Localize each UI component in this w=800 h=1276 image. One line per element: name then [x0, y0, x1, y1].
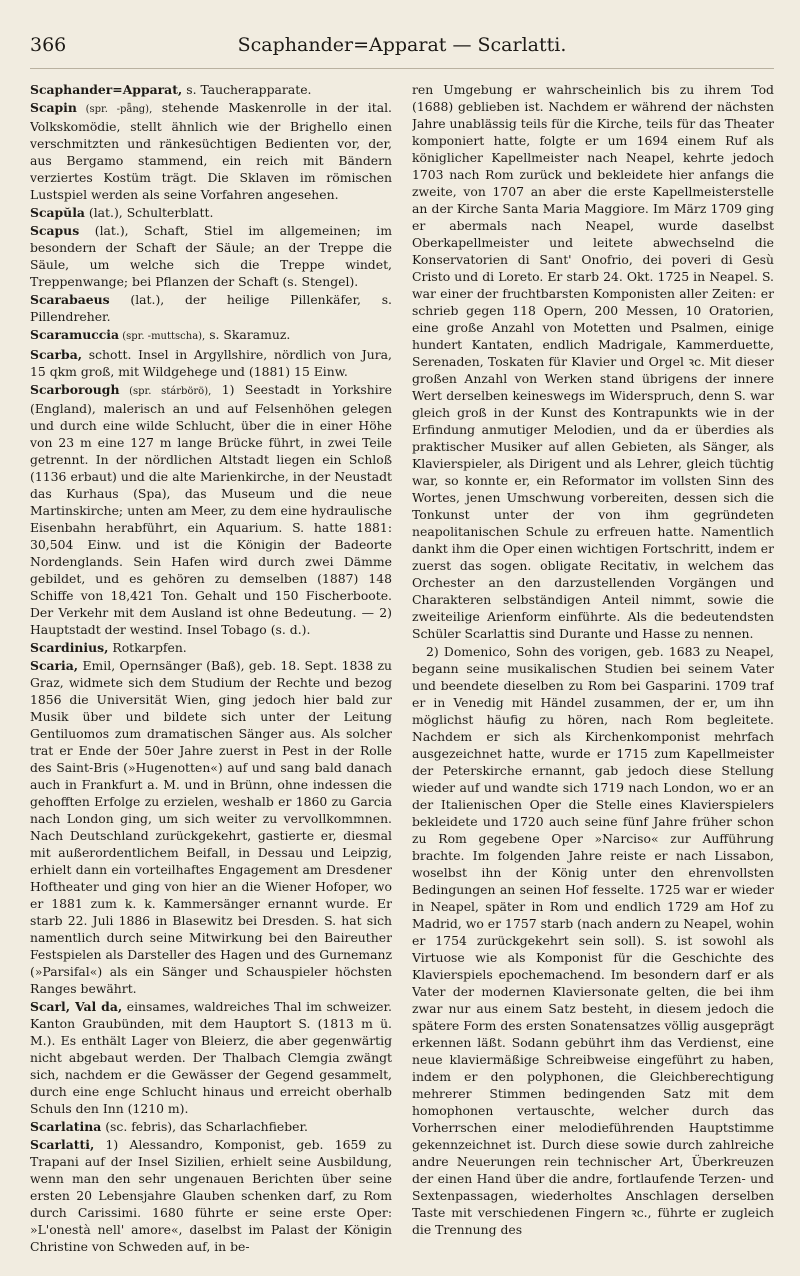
- dictionary-entry: [30, 99, 392, 203]
- dictionary-entry: [412, 643, 774, 1238]
- entry-text: (lat.), der heilige Pillenkäfer, s. Pillendreher.: [30, 292, 392, 324]
- dictionary-entry: [30, 346, 392, 380]
- entry-headword: Scarlatti,: [30, 1137, 95, 1152]
- entry-text: einsames, waldreiches Thal im schweizer. Kanton Graubünden, mit dem Hauptort S. (1813 m ü. M.). Es enthält Lager von Bleierz, die aber gegenwärtig nicht abgebaut werden. Der Thalbach Clemgia zwängt sich, nachdem er die Gewässer der Gegend gesammelt, durch eine enge Schlucht hinaus und erreicht oberhalb Schuls den Inn (1210 m).: [30, 999, 392, 1116]
- entry-text: ren Umgebung er wahrscheinlich bis zu ihrem Tod (1688) geblieben ist. Nachdem er während der nächsten Jahre unablässig teils für die Kirche, teils für das Theater komponiert hatte, folgte er um 1694 einem Ruf als königlicher Kapellmeister nach Neapel, kehrte jedoch 1703 nach Rom zurück und bekleidete hier anfangs die zweite, von 1707 an aber die erste Kapellmeisterstelle an der Kirche Santa Maria Maggiore. Im März 1709 ging er abermals nach Neapel, wurde daselbst Oberkapellmeister und leitete abwechselnd die Konservatorien di Sant' Onofrio, dei poveri di Gesù Cristo und di Loreto. Er starb 24. Okt. 1725 in Neapel. S. war einer der fruchtbarsten Komponisten aller Zeiten: er schrieb gegen 118 Opern, 200 Messen, 10 Oratorien, eine große Anzahl von Motetten und Psalmen, einige hundert Kantaten, endlich Madrigale, Kammerduette, Serenaden, Toskaten für Klavier und Orgel ꝛc. Mit dieser großen Anzahl von Werken stand übrigens der innere Wert derselben keineswegs im Widerspruch, denn S. war gleich groß in der Kunst des Kontrapunkts wie in der Erfindung anmutiger Melodien, und da er überdies als praktischer Musiker auf allen Gebieten, als Sänger, als Klavierspieler, als Dirigent und als Lehrer, gleich tüchtig war, so konnte er, ein Reformator im vollsten Sinn des Wortes, jenen Umschwung vorbereiten, dessen sich die Tonkunst unter der von ihm gegründeten neapolitanischen Schule zu erfreuen hatte. Namentlich dankt ihm die Oper einen wichtigen Fortschritt, indem er zuerst das sogen. obligate Recitativ, in welchem das Orchester an den darzustellenden Vorgängen und Charakteren selbständigen Anteil nimmt, sowie die zweiteilige Arienform einführte. Als die bedeutendsten Schüler Scarlattis sind Durante und Hasse zu nennen.: [412, 82, 774, 641]
- dictionary-entry: [30, 81, 392, 98]
- entry-text: Rotkarpfen.: [108, 640, 187, 655]
- entry-pronunciation: (spr. stárbörö),: [119, 386, 212, 397]
- dictionary-entry: [30, 1118, 392, 1135]
- entry-headword: Scarl, Val da,: [30, 999, 123, 1014]
- entry-headword: Scarabaeus: [30, 292, 110, 307]
- right-column: [412, 81, 774, 1276]
- dictionary-entry: [30, 657, 392, 997]
- dictionary-entry: [30, 222, 392, 290]
- entry-text: stehende Maskenrolle in der ital. Volkskomödie, stellt ähnlich wie der Brighello einen verschmitzten und ränkesüchtigen Bedienten vor, der, aus Bergamo stammend, ein reich mit Bändern verziertes Kostüm trägt. Die Sklaven im römischen Lustspiel werden als seine Vorfahren angesehen.: [30, 100, 392, 202]
- dictionary-entry: [30, 639, 392, 656]
- entry-headword: Scapŭla: [30, 205, 85, 220]
- dictionary-entry: [30, 998, 392, 1117]
- entry-headword: Scaramuccia: [30, 327, 120, 342]
- entry-headword: Scarborough: [30, 382, 120, 397]
- entry-text: s. Taucherapparate.: [182, 82, 312, 97]
- dictionary-entry: [412, 81, 774, 642]
- entry-headword: Scapin: [30, 100, 77, 115]
- entry-text: 2) Domenico, Sohn des vorigen, geb. 1683 zu Neapel, begann seine musikalischen Studien bei seinem Vater und beendete dieselben zu Rom bei Gasparini. 1709 traf er in Venedig mit Händel zusammen, der er, um ihn möglichst häufig zu hören, nach Rom begleitete. Nachdem er sich als Kirchenkomponist mehrfach ausgezeichnet hatte, wurde er 1715 zum Kapellmeister der Peterskirche ernannt, gab jedoch diese Stellung wieder auf und wandte sich 1719 nach London, wo er an der Italienischen Oper die Stelle eines Klavierspielers bekleidete und 1720 auch seine fünf Jahre früher schon zu Rom gegebene Oper »Narciso« zur Aufführung brachte. Im folgenden Jahre reiste er nach Lissabon, woselbst ihn der König unter den ehrenvollsten Bedingungen an seinen Hof fesselte. 1725 war er wieder in Neapel, später in Rom und endlich 1729 am Hof zu Madrid, wo er 1757 starb (nach andern zu Neapel, wohin er 1754 zurückgekehrt sein soll). S. ist sowohl als Virtuose wie als Komponist für die Geschichte des Klavierspiels epochemachend. Im besondern darf er als Vater der modernen Klaviersonate gelten, die bei ihm zwar nur aus einem Satz besteht, in diesem jedoch die spätere Form des ersten Sonatensatzes völlig ausgeprägt erkennen läßt. Sodann gebührt ihm das Verdienst, eine neue klaviermäßige Schreibweise eingeführt zu haben, indem er den polyphonen, die Gleichberechtigung mehrerer Stimmen bedingenden Satz mit dem homophonen vertauschte, welcher durch das Vorherrschen einer melodieführenden Hauptstimme gekennzeichnet ist. Durch diese sowie durch zahlreiche andre Neuerungen rein technischer Art, Überkreuzen der einen Hand über die andre, fortlaufende Terzen- und Sextenpassagen, wiederholtes Anschlagen derselben Taste mit verschiedenen Fingern ꝛc., führte er zugleich die Trennung des: [412, 644, 774, 1237]
- entry-headword: Scarba,: [30, 347, 83, 362]
- entry-text: s. Skaramuz.: [205, 327, 291, 342]
- dictionary-entry: [30, 291, 392, 325]
- entry-text: 1) Seestadt in Yorkshire (England), malerisch an und auf Felsenhöhen gelegen und durch eine wilde Schlucht, über die in einer Höhe von 23 m eine 127 m lange Brücke führt, in zwei Teile getrennt. In der nördlichen Altstadt liegen ein Schloß (1136 erbaut) und die alte Marienkirche, in der Neustadt das Kurhaus (Spa), das Museum und die neue Martinskirche; unten am Meer, zu dem eine hydraulische Eisenbahn herabführt, ein Aquarium. S. hatte 1881: 30,504 Einw. und ist die Königin der Badeorte Nordenglands. Sein Hafen wird durch zwei Dämme gebildet, und es gehören zu demselben (1887) 148 Schiffe von 18,421 Ton. Gehalt und 150 Fischerboote. Der Verkehr mit dem Ausland ist ohne Bedeutung. — 2) Hauptstadt der westind. Insel Tobago (s. d.).: [30, 382, 392, 637]
- dictionary-entry: [30, 1136, 392, 1255]
- entry-headword: Scapus: [30, 223, 80, 238]
- entry-text: Emil, Opernsänger (Baß), geb. 18. Sept. 1838 zu Graz, widmete sich dem Studium der Rechte und bezog 1856 die Universität Wien, ging jedoch hier bald zur Musik über und bildete sich unter der Leitung Gentiluomos zum dramatischen Sänger aus. Als solcher trat er Ende der 50er Jahre zuerst in Pest in der Rolle des Saint-Bris (»Hugenotten«) auf und sang bald danach auch in Frankfurt a. M. und in Brünn, ohne indessen die gehofften Erfolge zu erzielen, weshalb er 1860 zu Garcia nach London ging, um sich weiter zu vervollkommnen. Nach Deutschland zurückgekehrt, gastierte er, diesmal mit außerordentlichem Beifall, in Dessau und Leipzig, erhielt dann ein vorteilhaftes Engagement am Dresdener Hoftheater und ging von hier an die Wiener Hofoper, wo er 1881 zum k. k. Kammersänger ernannt wurde. Er starb 22. Juli 1886 in Blasewitz bei Dresden. S. hat sich namentlich durch seine Mitwirkung bei den Baireuther Festspielen als Darsteller des Hagen und des Gurnemanz (»Parsifal«) als ein Sänger und Schauspieler höchsten Ranges bewährt.: [30, 658, 392, 996]
- running-head: [30, 34, 774, 69]
- entry-headword: Scardinius,: [30, 640, 109, 655]
- entry-headword: Scaphander=Apparat,: [30, 82, 183, 97]
- left-column: [30, 81, 392, 1276]
- entry-pronunciation: (spr. -muttscha),: [119, 331, 206, 342]
- text-columns: [30, 81, 774, 1276]
- entry-pronunciation: (spr. -pǟng),: [76, 104, 153, 115]
- dictionary-entry: [30, 381, 392, 638]
- dictionary-entry: [30, 204, 392, 221]
- entry-text: (lat.), Schaft, Stiel im allgemeinen; im besondern der Schaft der Säule; an der Treppe die Säule, um welche sich die Treppe windet, Treppenwange; bei Pflanzen der Schaft (s. Stengel).: [30, 223, 392, 289]
- entry-text: 1) Alessandro, Komponist, geb. 1659 zu Trapani auf der Insel Sizilien, erhielt seine Ausbildung, wenn man den sehr ungenauen Berichten über seine ersten 20 Lebensjahre Glauben schenken darf, zu Rom durch Carissimi. 1680 führte er seine erste Oper: »L'onestà nell' amore«, daselbst im Palast der Königin Christine von Schweden auf, in be-: [30, 1137, 392, 1254]
- running-title: Scaphander=Apparat — Scarlatti.: [237, 34, 567, 56]
- entry-text: schott. Insel in Argyllshire, nördlich von Jura, 15 qkm groß, mit Wildgehege und (1881) 15 Einw.: [30, 347, 392, 379]
- entry-headword: Scaria,: [30, 658, 79, 673]
- entry-text: (sc. febris), das Scharlachfieber.: [101, 1119, 308, 1134]
- dictionary-entry: [30, 326, 392, 345]
- page-number: 366: [30, 34, 67, 56]
- entry-headword: Scarlatina: [30, 1119, 102, 1134]
- entry-text: (lat.), Schulterblatt.: [84, 205, 214, 220]
